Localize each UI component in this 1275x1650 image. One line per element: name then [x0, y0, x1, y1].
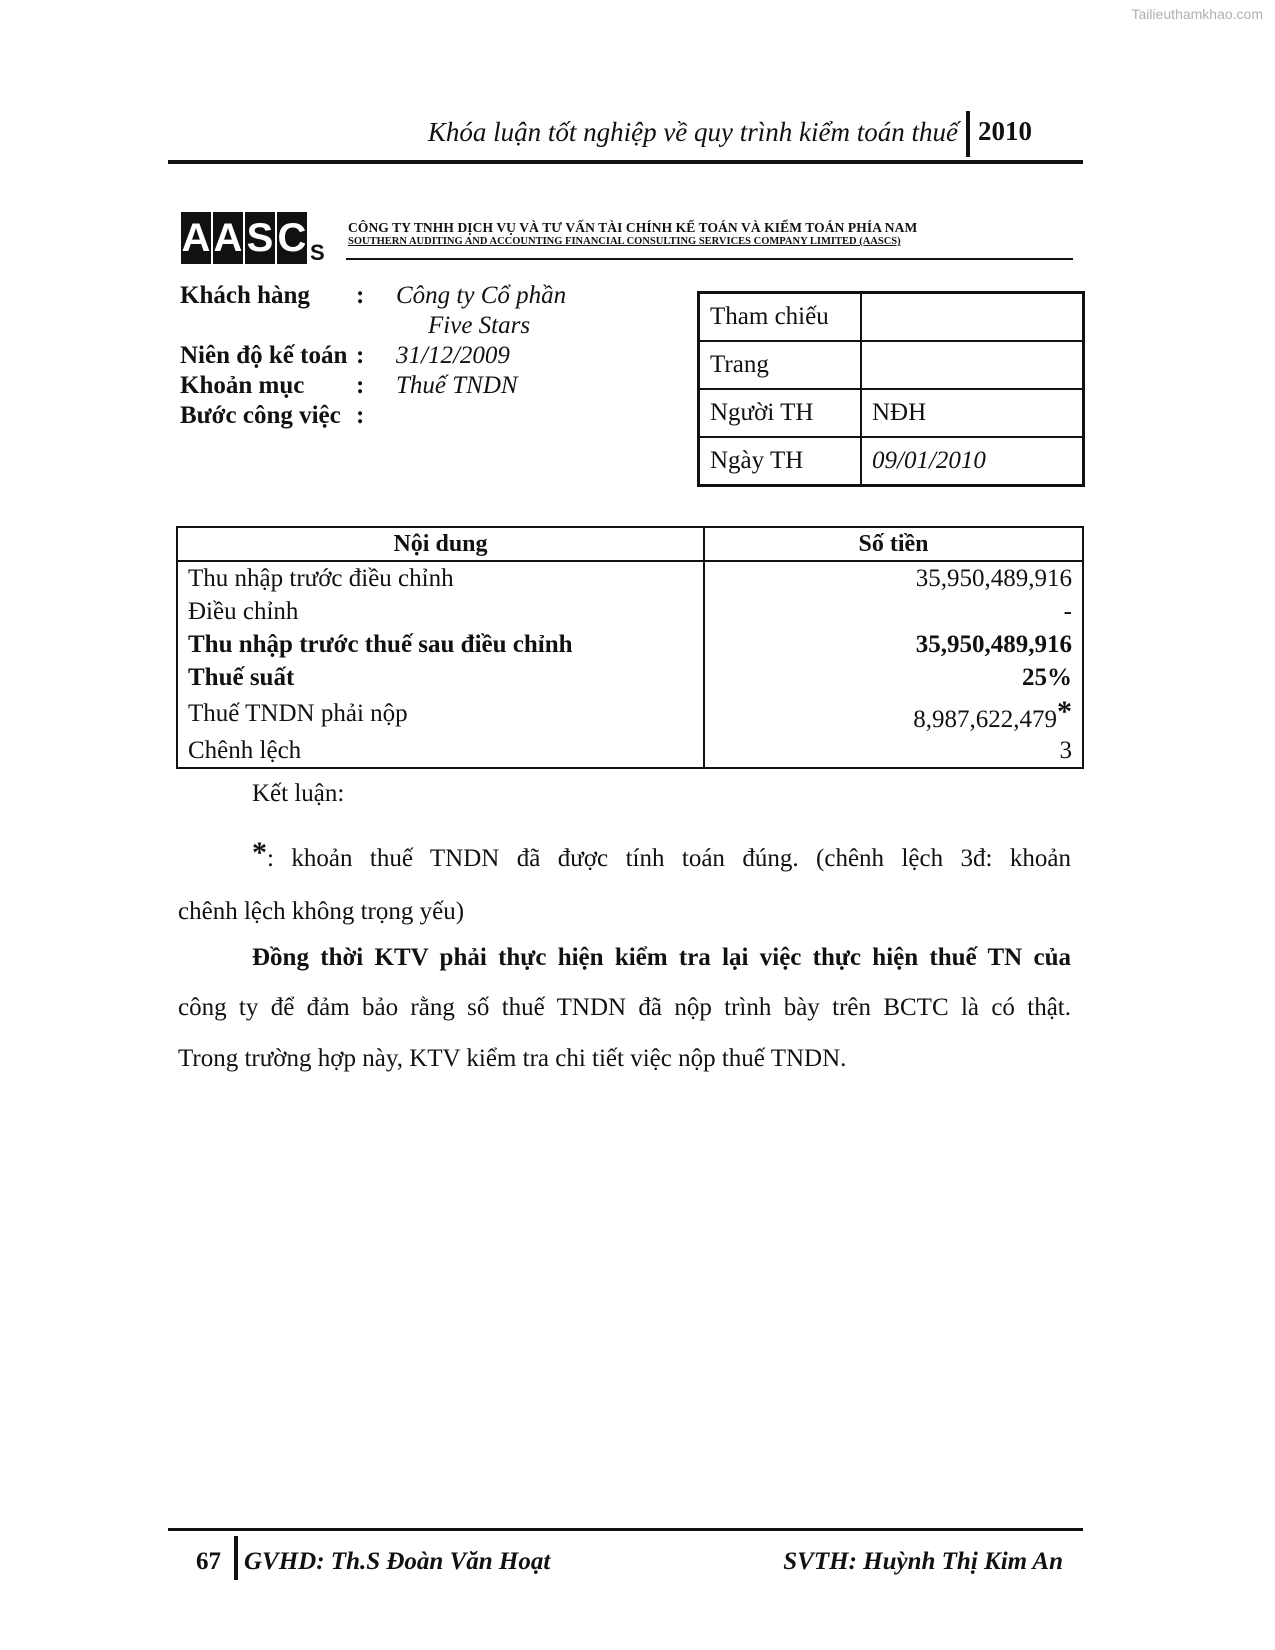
reference-value: [861, 293, 1084, 342]
conclusion-label: Kết luận:: [252, 780, 345, 807]
row-value-cell: [704, 694, 1083, 734]
row-value: -: [704, 595, 1083, 628]
reference-table: [697, 291, 1085, 487]
reference-row: [699, 389, 1084, 437]
period-colon: :: [356, 342, 365, 369]
row-label: Thuế suất: [188, 663, 295, 691]
row-value: 25%: [704, 661, 1083, 694]
row-label: Thu nhập trước điều chỉnh: [188, 564, 454, 592]
client-label: Khách hàng: [180, 282, 310, 309]
row-label: Điều chỉnh: [188, 597, 299, 625]
client-value: Công ty Cổ phần: [396, 282, 567, 309]
header-title: Khóa luận tốt nghiệp về quy trình kiểm toán thuế: [427, 117, 958, 147]
row-value: 3: [704, 734, 1083, 768]
reference-value: 09/01/2010: [861, 437, 1084, 486]
footer-separator: [234, 1536, 238, 1580]
note-line-2: chênh lệch không trọng yếu): [178, 898, 465, 925]
header-separator: [966, 111, 970, 157]
account-value: Thuế TNDN: [396, 372, 518, 399]
row-label: Thuế TNDN phải nộp: [188, 700, 408, 727]
client-colon: :: [356, 282, 365, 309]
row-label: Chênh lệch: [188, 736, 302, 764]
reference-row: [699, 437, 1084, 486]
company-name-en: SOUTHERN AUDITING AND ACCOUNTING FINANCIAL CONSULTING SERVICES COMPANY LIMITED (AASCS): [348, 236, 901, 247]
reference-row: [699, 293, 1084, 342]
footer-student: SVTH: Huỳnh Thị Kim An: [783, 1548, 1063, 1575]
note-text: : khoản thuế TNDN đã được tính toán đúng. (chênh lệch 3đ: khoản: [267, 845, 1071, 872]
reference-label: Tham chiếu: [699, 293, 862, 342]
reference-label: Ngày TH: [699, 437, 862, 486]
row-value: 35,950,489,916: [704, 628, 1083, 661]
page-number: 67: [196, 1548, 221, 1575]
table-row: [177, 628, 1083, 661]
period-value: 31/12/2009: [396, 342, 510, 369]
company-name-vn: CÔNG TY TNHH DỊCH VỤ VÀ TƯ VẤN TÀI CHÍNH KẾ TOÁN VÀ KIỂM TOÁN PHÍA NAM: [348, 220, 918, 235]
table-row: [177, 561, 1083, 595]
asterisk-mark: *: [252, 836, 267, 869]
column-header-content: Nội dung: [177, 527, 704, 561]
logo-letter: A: [213, 212, 243, 264]
note-line-1: [252, 836, 1071, 873]
reference-value: [861, 341, 1084, 389]
account-colon: :: [356, 372, 365, 399]
paragraph-line-2: công ty để đảm bảo rằng số thuế TNDN đã nộp trình bày trên BCTC là có thật.: [178, 994, 1071, 1021]
row-value: 8,987,622,479: [913, 705, 1057, 733]
aascs-logo: [181, 212, 325, 264]
row-value: 35,950,489,916: [704, 561, 1083, 595]
reference-value: NĐH: [861, 389, 1084, 437]
account-label: Khoản mục: [180, 372, 305, 399]
reference-label: Người TH: [699, 389, 862, 437]
paragraph-line-3: Trong trường hợp này, KTV kiểm tra chi tiết việc nộp thuế TNDN.: [178, 1045, 847, 1072]
step-label: Bước công việc: [180, 402, 341, 429]
table-row: [177, 595, 1083, 628]
logo-letter: S: [245, 212, 275, 264]
row-label: Thu nhập trước thuế sau điều chỉnh: [188, 630, 573, 658]
reference-row: [699, 341, 1084, 389]
footer-supervisor: GVHD: Th.S Đoàn Văn Hoạt: [244, 1548, 551, 1575]
header-rule: [168, 160, 1083, 164]
asterisk-mark: *: [1057, 694, 1072, 728]
paragraph-line-1: Đồng thời KTV phải thực hiện kiểm tra lại việc thực hiện thuế TN của: [252, 944, 1071, 971]
reference-label: Trang: [699, 341, 862, 389]
step-colon: :: [356, 402, 365, 429]
logo-letter: A: [181, 212, 211, 264]
table-row: [177, 694, 1083, 734]
table-row: [177, 661, 1083, 694]
company-rule: [346, 258, 1073, 260]
tax-calculation-table: [176, 526, 1084, 769]
header-year: 2010: [978, 116, 1032, 146]
period-label: Niên độ kế toán: [180, 342, 348, 369]
table-header-row: [177, 527, 1083, 561]
table-row: [177, 734, 1083, 768]
logo-suffix: S: [310, 240, 325, 265]
logo-letter: C: [277, 212, 307, 264]
footer-rule: [168, 1528, 1083, 1531]
column-header-amount: Số tiền: [704, 527, 1083, 561]
client-value-line2: Five Stars: [428, 312, 531, 339]
watermark: Tailieuthamkhao.com: [1131, 6, 1263, 22]
